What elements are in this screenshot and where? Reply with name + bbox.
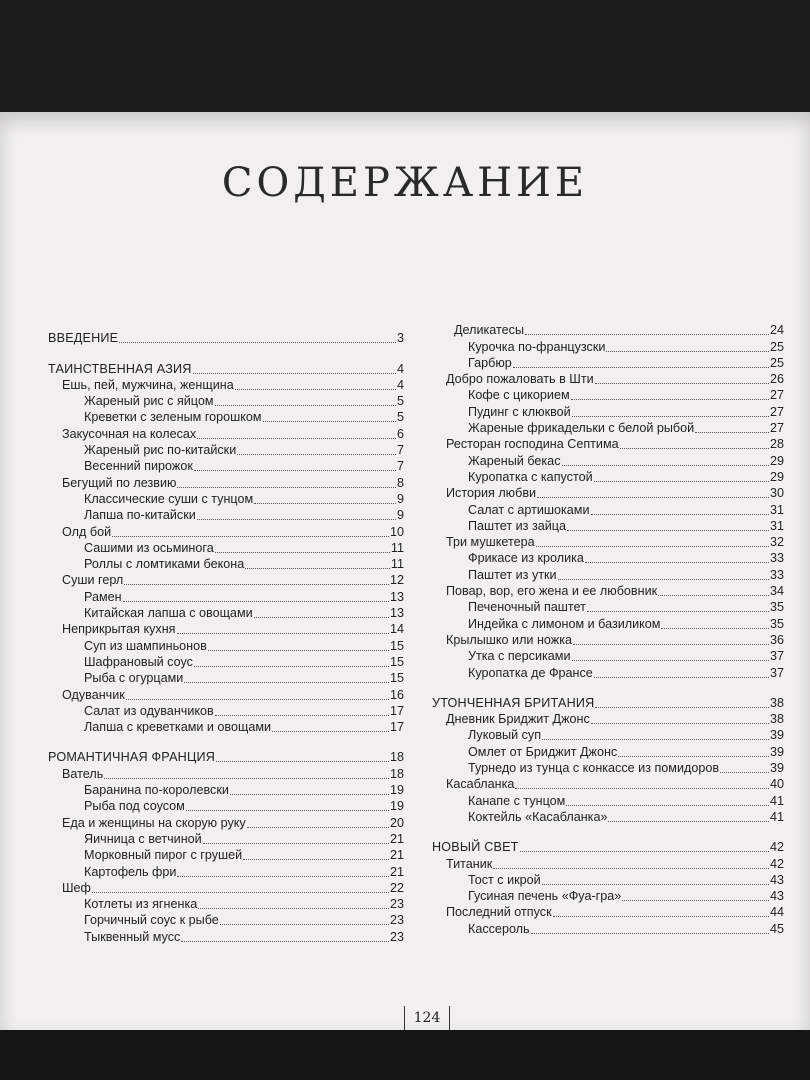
toc-entry-label: Крылышко или ножка [446, 632, 572, 647]
toc-recipe [432, 872, 784, 888]
toc-entry-label: Тыквенный мусс [84, 929, 181, 944]
toc-entry-label: История любви [446, 486, 537, 501]
dot-leader [254, 617, 389, 618]
toc-recipe [48, 442, 404, 458]
toc-entry-label: Канапе с тунцом [468, 793, 566, 808]
toc-entry-label: Курочка по-французски [468, 339, 606, 354]
toc-chapter [48, 523, 404, 539]
toc-entry-label: Индейка с лимоном и базиликом [468, 616, 661, 631]
dot-leader [618, 756, 769, 757]
section-gap [48, 735, 404, 749]
toc-recipe [432, 727, 784, 743]
dot-leader [203, 843, 389, 844]
toc-entry-page: 27 [769, 404, 784, 419]
toc-entry-page: 4 [396, 377, 404, 392]
toc-recipe [48, 670, 404, 686]
toc-entry-page: 42 [769, 856, 784, 871]
toc-entry-page: 43 [769, 889, 784, 904]
toc-entry-page: 15 [389, 654, 404, 669]
dot-leader [272, 731, 389, 732]
toc-recipe [48, 605, 404, 621]
dot-leader [606, 351, 769, 352]
toc-entry-label: Картофель фри [84, 864, 177, 879]
dot-leader [181, 941, 389, 942]
toc-entry-label: УТОНЧЕННАЯ БРИТАНИЯ [432, 695, 595, 710]
dot-leader [567, 530, 769, 531]
toc-recipe [48, 703, 404, 719]
toc-entry-label: Жареный рис с яйцом [84, 394, 214, 409]
toc-entry-page: 43 [769, 872, 784, 887]
toc-entry-label: Лапша с креветками и овощами [84, 720, 272, 735]
toc-recipe [48, 928, 404, 944]
dot-leader [591, 514, 769, 515]
dot-leader [542, 884, 769, 885]
dot-leader [595, 383, 769, 384]
toc-entry-page: 3 [396, 331, 404, 346]
dot-leader [513, 367, 769, 368]
toc-entry-page: 21 [389, 831, 404, 846]
toc-entry-label: Бегущий по лезвию [62, 475, 177, 490]
dot-leader [194, 470, 396, 471]
toc-entry-page: 27 [769, 421, 784, 436]
toc-recipe [432, 792, 784, 808]
toc-entry-page: 41 [769, 793, 784, 808]
dot-leader [620, 448, 769, 449]
toc-recipe [432, 809, 784, 825]
toc-entry-page: 19 [389, 783, 404, 798]
toc-entry-page: 33 [769, 567, 784, 582]
toc-entry-label: Весенний пирожок [84, 459, 193, 474]
dot-leader [216, 761, 389, 762]
toc-chapter [48, 377, 404, 393]
toc-chapter [432, 583, 784, 599]
dot-leader [247, 827, 389, 828]
toc-entry-label: Куропатка де Франсе [468, 665, 593, 680]
toc-recipe [432, 615, 784, 631]
toc-entry-label: Омлет от Бриджит Джонс [468, 744, 618, 759]
dot-leader [585, 562, 769, 563]
toc-recipe [432, 888, 784, 904]
dot-leader [177, 876, 389, 877]
toc-entry-label: Гусиная печень «Фуа-гра» [468, 889, 622, 904]
dot-leader [92, 892, 389, 893]
toc-entry-page: 24 [769, 323, 784, 338]
dot-leader [119, 342, 396, 343]
toc-section [48, 360, 404, 376]
toc-chapter [432, 711, 784, 727]
dot-leader [220, 924, 389, 925]
toc-entry-label: РОМАНТИЧНАЯ ФРАНЦИЯ [48, 750, 216, 765]
dot-leader [184, 682, 389, 683]
toc-entry-label: Одуванчик [62, 687, 125, 702]
toc-recipe [432, 550, 784, 566]
toc-recipe [432, 355, 784, 371]
toc-entry-label: Морковный пирог с грушей [84, 848, 243, 863]
toc-entry-page: 7 [396, 459, 404, 474]
dot-leader [720, 772, 769, 773]
toc-entry-page: 17 [389, 720, 404, 735]
dot-leader [520, 851, 769, 852]
toc-entry-page: 18 [389, 766, 404, 781]
toc-entry-label: Горчичный соус к рыбе [84, 913, 219, 928]
dot-leader [243, 859, 389, 860]
toc-entry-label: Паштет из утки [468, 567, 557, 582]
toc-entry-page: 23 [389, 913, 404, 928]
dot-leader [595, 707, 769, 708]
toc-entry-label: Классические суши с тунцом [84, 491, 254, 506]
section-gap [48, 346, 404, 360]
toc-chapter [48, 880, 404, 896]
toc-entry-page: 5 [396, 410, 404, 425]
toc-entry-label: Рыба под соусом [84, 799, 185, 814]
toc-entry-page: 20 [389, 815, 404, 830]
dot-leader [661, 628, 769, 629]
toc-recipe [432, 403, 784, 419]
toc-recipe [48, 588, 404, 604]
dot-leader [537, 497, 769, 498]
toc-entry-label: Закусочная на колесах [62, 426, 197, 441]
dot-leader [215, 405, 396, 406]
toc-entry-page: 30 [769, 486, 784, 501]
toc-chapter [48, 474, 404, 490]
toc-entry-page: 7 [396, 443, 404, 458]
toc-entry-page: 9 [396, 491, 404, 506]
toc-entry-page: 32 [769, 535, 784, 550]
toc-entry-label: Креветки с зеленым горошком [84, 410, 262, 425]
toc-entry-page: 39 [769, 744, 784, 759]
toc-chapter [48, 425, 404, 441]
dot-leader [531, 933, 769, 934]
dot-leader [104, 778, 389, 779]
toc-recipe [432, 452, 784, 468]
toc-entry-page: 5 [396, 394, 404, 409]
toc-entry-page: 9 [396, 508, 404, 523]
toc-entry-page: 25 [769, 339, 784, 354]
toc-entry-label: Котлеты из ягненка [84, 897, 198, 912]
toc-recipe [48, 654, 404, 670]
toc-section [432, 839, 784, 855]
toc-entry-page: 21 [389, 848, 404, 863]
toc-entry-label: Деликатесы [454, 323, 524, 338]
page-title: СОДЕРЖАНИЕ [221, 160, 589, 206]
toc-recipe [48, 540, 404, 556]
page-number: 124 [404, 1006, 450, 1030]
toc-recipe [48, 409, 404, 425]
dot-leader [208, 650, 389, 651]
toc-entry-label: Дневник Бриджит Джонс [446, 712, 590, 727]
toc-entry-page: 25 [769, 355, 784, 370]
toc-recipe [48, 556, 404, 572]
toc-entry-page: 6 [396, 426, 404, 441]
toc-entry-page: 37 [769, 665, 784, 680]
toc-entry-label: Кассероль [468, 921, 530, 936]
toc-entry-label: Жареный бекас [468, 453, 561, 468]
toc-entry-page: 11 [390, 540, 404, 555]
dot-leader [198, 908, 389, 909]
toc-entry-page: 17 [389, 703, 404, 718]
dot-leader [572, 416, 769, 417]
dot-leader [123, 601, 389, 602]
dot-leader [254, 503, 396, 504]
toc-recipe [432, 338, 784, 354]
toc-entry-label: Шафрановый соус [84, 654, 193, 669]
toc-recipe [48, 507, 404, 523]
toc-entry-page: 15 [389, 638, 404, 653]
dot-leader [562, 465, 769, 466]
toc-entry-page: 29 [769, 453, 784, 468]
dot-leader [177, 633, 389, 634]
toc-chapter [432, 371, 784, 387]
toc-entry-label: Печеночный паштет [468, 600, 586, 615]
toc-section [48, 330, 404, 346]
toc-entry-page: 38 [769, 712, 784, 727]
toc-entry-page: 28 [769, 437, 784, 452]
toc-entry-page: 45 [769, 921, 784, 936]
toc-recipe [432, 566, 784, 582]
toc-entry-page: 23 [389, 929, 404, 944]
toc-recipe [432, 469, 784, 485]
dot-leader [591, 723, 769, 724]
toc-entry-label: Суши герл [62, 573, 124, 588]
toc-entry-label: Баранина по-королевски [84, 783, 229, 798]
toc-recipe [48, 458, 404, 474]
dot-leader [553, 916, 769, 917]
toc-entry-page: 13 [389, 606, 404, 621]
toc-entry-page: 31 [769, 518, 784, 533]
toc-chapter [432, 436, 784, 452]
dot-leader [197, 438, 396, 439]
toc-entry-label: Титаник [446, 856, 493, 871]
dot-leader [112, 536, 389, 537]
dot-leader [235, 389, 396, 390]
toc-entry-page: 39 [769, 761, 784, 776]
toc-chapter [48, 814, 404, 830]
toc-recipe [432, 648, 784, 664]
toc-entry-label: ТАИНСТВЕННАЯ АЗИЯ [48, 361, 192, 376]
dot-leader [587, 611, 769, 612]
toc-entry-label: Ватель [62, 766, 104, 781]
dot-leader [493, 868, 769, 869]
toc-entry-label: Луковый суп [468, 728, 542, 743]
toc-entry-page: 33 [769, 551, 784, 566]
toc-entry-label: Лапша по-китайски [84, 508, 196, 523]
toc-entry-label: Китайская лапша с овощами [84, 606, 253, 621]
dot-leader [197, 519, 396, 520]
dot-leader [695, 432, 769, 433]
toc-recipe [48, 393, 404, 409]
toc-recipe [432, 387, 784, 403]
toc-recipe [48, 912, 404, 928]
dot-leader [594, 481, 769, 482]
toc-entry-page: 35 [769, 616, 784, 631]
toc-entry-page: 12 [389, 573, 404, 588]
toc-recipe [48, 719, 404, 735]
toc-entry-label: Кофе с цикорием [468, 388, 570, 403]
toc-section [48, 749, 404, 765]
toc-entry-page: 37 [769, 649, 784, 664]
toc-entry-page: 10 [389, 524, 404, 539]
toc-entry-page: 40 [769, 777, 784, 792]
toc-entry-page: 44 [769, 905, 784, 920]
dot-leader [573, 644, 769, 645]
toc-recipe [48, 491, 404, 507]
dot-leader [515, 788, 769, 789]
toc-entry-label: Три мушкетера [446, 535, 535, 550]
toc-recipe [432, 518, 784, 534]
page-shadow [0, 1030, 810, 1080]
toc-entry-label: Суп из шампиньонов [84, 638, 207, 653]
dot-leader [215, 552, 390, 553]
toc-entry-page: 19 [389, 799, 404, 814]
toc-entry-label: Паштет из зайца [468, 518, 566, 533]
dot-leader [658, 595, 769, 596]
toc-entry-page: 39 [769, 728, 784, 743]
toc-chapter [48, 572, 404, 588]
toc-chapter [432, 322, 784, 338]
toc-recipe [48, 847, 404, 863]
dot-leader [558, 579, 769, 580]
toc-entry-page: 42 [769, 840, 784, 855]
toc-right-column [432, 322, 784, 937]
toc-entry-page: 16 [389, 687, 404, 702]
dot-leader [124, 584, 389, 585]
toc-chapter [432, 534, 784, 550]
dot-leader [525, 334, 769, 335]
toc-left-column [48, 330, 404, 945]
dot-leader [542, 739, 769, 740]
toc-entry-label: Сашими из осьминога [84, 540, 214, 555]
dot-leader [572, 660, 769, 661]
dot-leader [237, 454, 396, 455]
toc-entry-label: Ресторан господина Септима [446, 437, 619, 452]
dot-leader [536, 546, 769, 547]
toc-entry-page: 8 [396, 475, 404, 490]
toc-recipe [432, 664, 784, 680]
toc-entry-label: Куропатка с капустой [468, 469, 593, 484]
toc-entry-label: НОВЫЙ СВЕТ [432, 840, 519, 855]
toc-entry-label: Рыба с огурцами [84, 671, 184, 686]
dot-leader [608, 821, 769, 822]
toc-entry-label: Пудинг с клюквой [468, 404, 571, 419]
toc-entry-label: Еда и женщины на скорую руку [62, 815, 246, 830]
dot-leader [566, 805, 769, 806]
dot-leader [215, 715, 389, 716]
toc-chapter [432, 632, 784, 648]
toc-entry-label: Фрикасе из кролика [468, 551, 584, 566]
toc-recipe [432, 501, 784, 517]
toc-recipe [48, 863, 404, 879]
toc-recipe [48, 831, 404, 847]
dot-leader [177, 487, 396, 488]
toc-entry-page: 31 [769, 502, 784, 517]
toc-entry-page: 38 [769, 695, 784, 710]
toc-entry-label: Неприкрытая кухня [62, 622, 176, 637]
dot-leader [245, 568, 390, 569]
toc-entry-page: 15 [389, 671, 404, 686]
toc-section [432, 695, 784, 711]
toc-entry-label: Касабланка [446, 777, 515, 792]
dot-leader [193, 373, 396, 374]
toc-entry-page: 11 [390, 557, 404, 572]
toc-entry-page: 18 [389, 750, 404, 765]
toc-entry-page: 4 [396, 361, 404, 376]
toc-entry-label: Салат из одуванчиков [84, 703, 214, 718]
dot-leader [194, 666, 389, 667]
toc-entry-page: 14 [389, 622, 404, 637]
toc-entry-label: Рамен [84, 589, 122, 604]
toc-entry-label: ВВЕДЕНИЕ [48, 331, 119, 346]
toc-entry-label: Коктейль «Касабланка» [468, 809, 608, 824]
toc-recipe [48, 782, 404, 798]
toc-recipe [48, 798, 404, 814]
toc-chapter [48, 765, 404, 781]
dot-leader [186, 810, 389, 811]
toc-entry-page: 13 [389, 589, 404, 604]
toc-recipe [432, 743, 784, 759]
toc-entry-label: Роллы с ломтиками бекона [84, 557, 245, 572]
toc-chapter [432, 904, 784, 920]
toc-entry-page: 22 [389, 880, 404, 895]
toc-recipe [432, 920, 784, 936]
dot-leader [263, 421, 396, 422]
dot-leader [571, 399, 769, 400]
toc-entry-page: 21 [389, 864, 404, 879]
toc-entry-page: 27 [769, 388, 784, 403]
toc-chapter [432, 485, 784, 501]
dot-leader [126, 699, 389, 700]
toc-chapter [432, 855, 784, 871]
toc-entry-label: Повар, вор, его жена и ее любовник [446, 584, 658, 599]
section-gap [432, 825, 784, 839]
dot-leader [230, 794, 389, 795]
toc-entry-label: Олд бой [62, 524, 112, 539]
toc-recipe [432, 420, 784, 436]
toc-entry-label: Жареный рис по-китайски [84, 443, 237, 458]
toc-entry-label: Шеф [62, 880, 91, 895]
toc-entry-label: Утка с персиками [468, 649, 571, 664]
toc-entry-page: 41 [769, 809, 784, 824]
toc-chapter [48, 686, 404, 702]
toc-entry-page: 34 [769, 584, 784, 599]
dot-leader [594, 677, 769, 678]
toc-recipe [432, 599, 784, 615]
toc-recipe [432, 760, 784, 776]
toc-chapter [48, 621, 404, 637]
toc-entry-page: 35 [769, 600, 784, 615]
toc-entry-page: 26 [769, 372, 784, 387]
toc-entry-label: Салат с артишоками [468, 502, 590, 517]
toc-entry-label: Яичница с ветчиной [84, 831, 202, 846]
toc-recipe [48, 637, 404, 653]
dot-leader [622, 900, 769, 901]
toc-entry-page: 29 [769, 469, 784, 484]
toc-recipe [48, 896, 404, 912]
toc-entry-label: Ешь, пей, мужчина, женщина [62, 377, 234, 392]
toc-chapter [432, 776, 784, 792]
toc-entry-page: 36 [769, 632, 784, 647]
toc-entry-label: Тост с икрой [468, 872, 541, 887]
section-gap [432, 681, 784, 695]
toc-entry-page: 23 [389, 897, 404, 912]
toc-entry-label: Добро пожаловать в Шти [446, 372, 594, 387]
toc-entry-label: Последний отпуск [446, 905, 552, 920]
toc-entry-label: Жареные фрикадельки с белой рыбой [468, 421, 695, 436]
toc-entry-label: Турнедо из тунца с конкассе из помидоров [468, 761, 720, 776]
toc-entry-label: Гарбюр [468, 355, 512, 370]
